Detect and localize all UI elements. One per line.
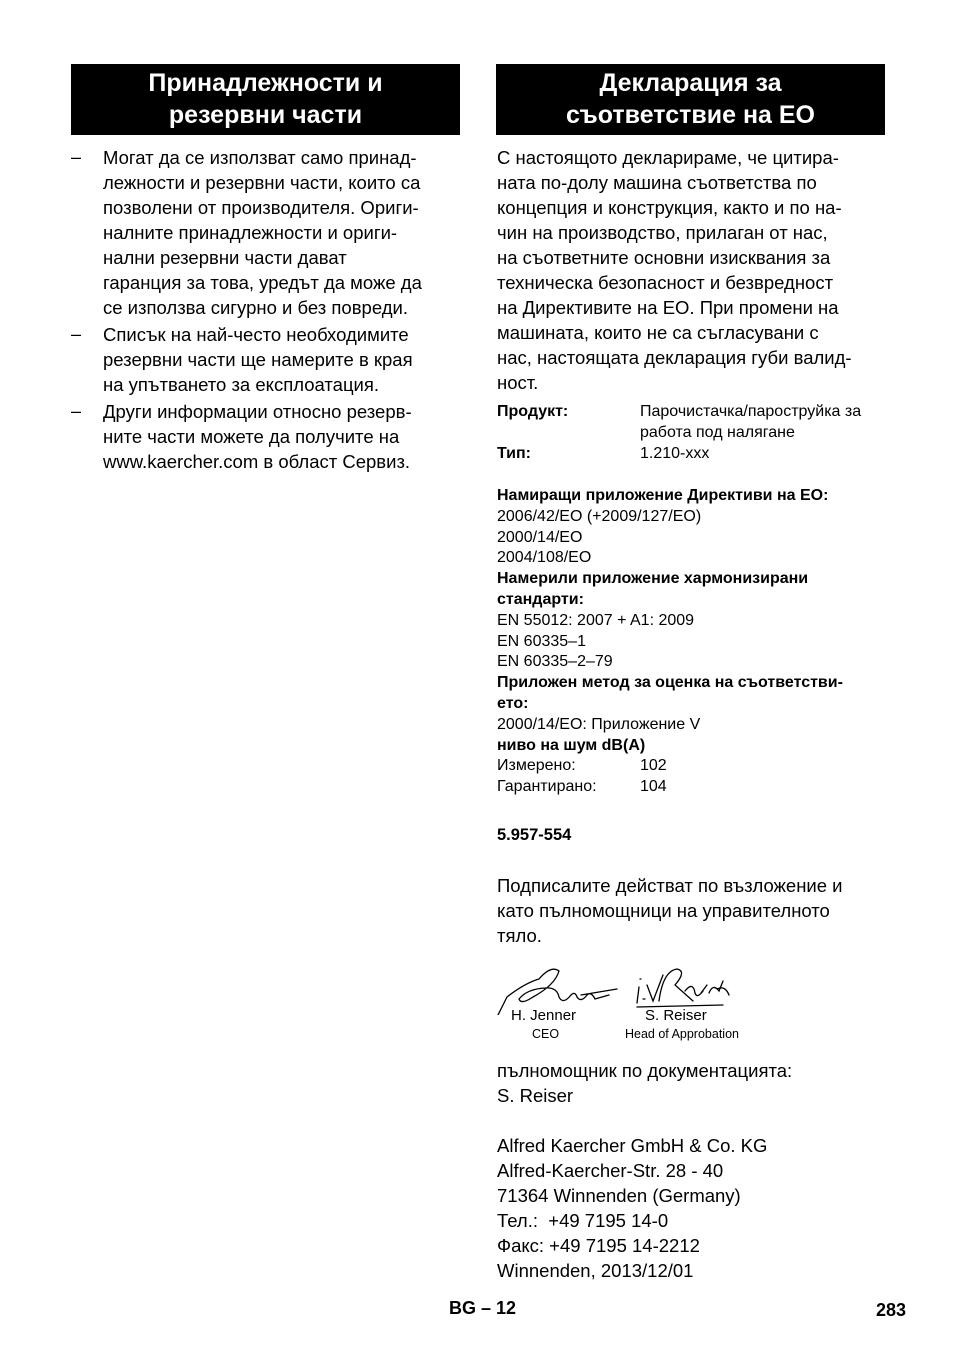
product-value: Парочистачка/пароструйка за bbox=[640, 403, 862, 420]
standards-heading: Намерили приложение хармонизирани bbox=[497, 570, 809, 588]
guaranteed-label: Гарантирано: bbox=[497, 778, 597, 796]
type-label: Тип: bbox=[497, 445, 531, 462]
signer1-name: H. Jenner bbox=[511, 1007, 577, 1024]
directive-item: 2006/42/EO (+2009/127/EO) bbox=[497, 507, 702, 525]
heading-line: Принадлежности и bbox=[148, 69, 383, 97]
text-line: ност. bbox=[497, 372, 539, 393]
accessories-list bbox=[71, 145, 471, 476]
text-line: www.kaercher.com в област Сервиз. bbox=[103, 451, 411, 472]
text-line: на съответните основни изисквания за bbox=[497, 247, 831, 268]
text-line: се използва сигурно и без повреди. bbox=[103, 297, 408, 318]
heading-line: резервни части bbox=[168, 101, 363, 129]
signatories-text bbox=[497, 873, 843, 948]
signature-reiser bbox=[637, 969, 729, 1007]
accessories-heading bbox=[71, 64, 460, 135]
address-line: Факс: +49 7195 14-2212 bbox=[497, 1235, 700, 1256]
text-line: като пълномощници на управителното bbox=[497, 900, 830, 921]
address-line: Winnenden, 2013/12/01 bbox=[497, 1260, 694, 1281]
list-item bbox=[71, 145, 471, 320]
company-address bbox=[497, 1133, 767, 1283]
text-line: нални резервни части дават bbox=[103, 247, 347, 268]
text-line: Могат да се използват само принад- bbox=[103, 147, 417, 168]
document-number: 5.957-554 bbox=[497, 826, 572, 844]
text-line: пълномощник по документацията: bbox=[497, 1060, 793, 1081]
heading-line: съответствие на ЕО bbox=[565, 101, 816, 129]
declaration-heading bbox=[496, 64, 885, 135]
page-number: 283 bbox=[876, 1300, 907, 1320]
method-heading: ето: bbox=[497, 694, 529, 712]
bullet-dash: – bbox=[71, 324, 82, 344]
text-line: Подписалите действат по възложение и bbox=[497, 875, 843, 896]
text-line: концепция и конструкция, както и по на- bbox=[497, 197, 842, 218]
product-label: Продукт: bbox=[497, 403, 569, 420]
address-line: 71364 Winnenden (Germany) bbox=[497, 1185, 741, 1206]
declaration-intro bbox=[497, 145, 852, 395]
signer2-role: Head of Approbation bbox=[625, 1027, 739, 1041]
text-line: ните части можете да получите на bbox=[103, 426, 400, 447]
list-item bbox=[71, 322, 471, 397]
signatures bbox=[497, 955, 767, 1045]
noise-heading: ниво на шум dB(A) bbox=[497, 736, 646, 754]
directive-item: 2004/108/EO bbox=[497, 549, 592, 567]
heading-line: Декларация за bbox=[599, 69, 782, 97]
directive-item: 2000/14/EO bbox=[497, 528, 583, 546]
standards-heading: стандарти: bbox=[497, 590, 584, 608]
text-line: тяло. bbox=[497, 925, 542, 946]
text-line: ната по-долу машина съответства по bbox=[497, 172, 817, 193]
method-value: 2000/14/EO: Приложение V bbox=[497, 715, 701, 733]
text-line: на Директивите на ЕО. При промени на bbox=[497, 297, 839, 318]
text-line: гаранция за това, уредът да може да bbox=[103, 272, 422, 293]
text-line: S. Reiser bbox=[497, 1085, 574, 1106]
text-line: позволени от производителя. Ориги- bbox=[103, 197, 419, 218]
standard-item: EN 60335–2–79 bbox=[497, 653, 613, 671]
method-heading: Приложен метод за оценка на съответстви- bbox=[497, 674, 843, 692]
guaranteed-value: 104 bbox=[640, 778, 667, 796]
text-line: Други информации относно резерв- bbox=[103, 401, 412, 422]
signer2-name: S. Reiser bbox=[645, 1007, 707, 1024]
signer1-role: CEO bbox=[532, 1027, 560, 1041]
list-item bbox=[71, 399, 471, 474]
text-line: Списък на най-често необходимите bbox=[103, 324, 409, 345]
address-line: Alfred-Kaercher-Str. 28 - 40 bbox=[497, 1160, 724, 1181]
directives-heading: Намиращи приложение Директиви на ЕО: bbox=[497, 487, 829, 504]
text-line: С настоящото декларираме, че цитира- bbox=[497, 147, 839, 168]
standard-item: EN 60335–1 bbox=[497, 632, 586, 650]
bullet-dash: – bbox=[71, 147, 82, 167]
conformity-details bbox=[497, 486, 907, 798]
text-line: лежности и резервни части, които са bbox=[103, 172, 421, 193]
text-line: на упътването за експлоатация. bbox=[103, 374, 380, 395]
measured-label: Измерено: bbox=[497, 757, 576, 775]
text-line: чин на производство, прилаган от нас, bbox=[497, 222, 828, 243]
footer-section-label: BG – 12 bbox=[449, 1298, 517, 1318]
text-line: техническа безопасност и безвредност bbox=[497, 272, 834, 293]
text-line: машината, които не са съгласувани с bbox=[497, 322, 819, 343]
bullet-dash: – bbox=[71, 401, 82, 421]
product-value: работа под налягане bbox=[640, 424, 795, 441]
standard-item: EN 55012: 2007 + A1: 2009 bbox=[497, 611, 695, 629]
product-info bbox=[497, 402, 897, 465]
address-line: Alfred Kaercher GmbH & Co. KG bbox=[497, 1135, 768, 1156]
type-value: 1.210-xxx bbox=[640, 445, 710, 462]
address-line: Тел.: +49 7195 14-0 bbox=[497, 1210, 669, 1231]
measured-value: 102 bbox=[640, 757, 667, 775]
documentation-agent bbox=[497, 1058, 792, 1108]
text-line: налните принадлежности и ориги- bbox=[103, 222, 398, 243]
signature-graphics bbox=[497, 955, 767, 1015]
text-line: резервни части ще намерите в края bbox=[103, 349, 413, 370]
text-line: нас, настоящата декларация губи валид- bbox=[497, 347, 852, 368]
